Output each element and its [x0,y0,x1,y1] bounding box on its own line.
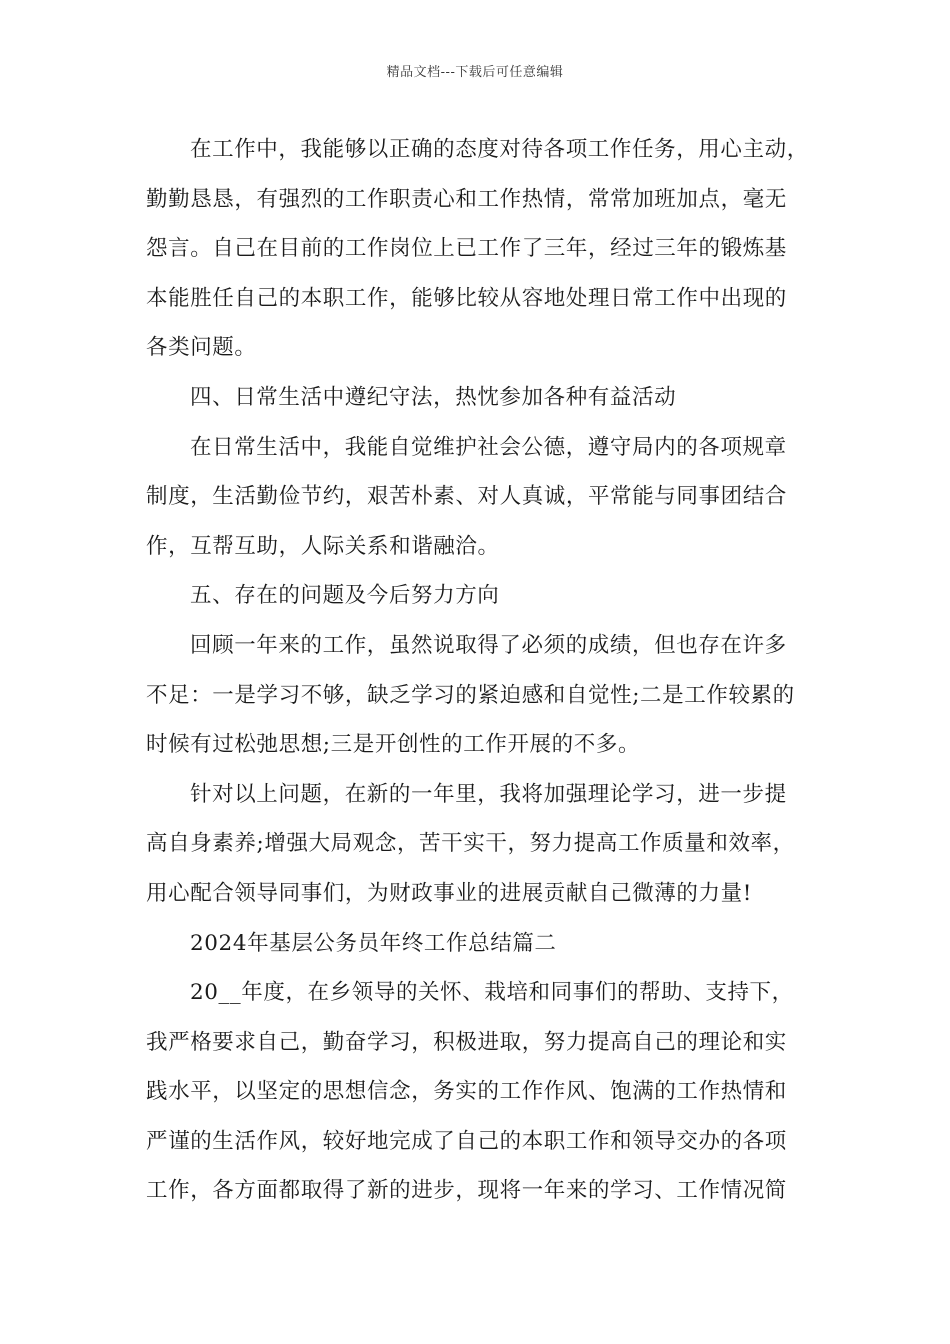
text-line: 不足：一是学习不够，缺乏学习的紧迫感和自觉性;二是工作较累的 [146,682,795,708]
text-line: 针对以上问题，在新的一年里，我将加强理论学习，进一步提 [190,781,787,807]
paragraph [146,423,810,572]
text-line: 各类问题。 [146,335,257,361]
section-heading [146,571,810,621]
text-line: 用心配合领导同事们，为财政事业的进展贡献自己微薄的力量! [146,880,752,906]
text-line: 制度，生活勤俭节约，艰苦朴素、对人真诚，平常能与同事团结合 [146,484,787,510]
text-line: 怨言。自己在目前的工作岗位上已工作了三年，经过三年的锻炼基 [146,236,787,262]
text-line: 作，互帮互助，人际关系和谐融洽。 [146,533,500,559]
text-line: 四、日常生活中遵纪守法，热忱参加各种有益活动 [190,384,677,410]
page-header: 精品文档---下载后可任意编辑 [386,65,564,80]
text-line: 高自身素养;增强大局观念，苦干实干，努力提高工作质量和效率， [146,831,795,857]
section-heading [146,373,810,423]
paragraph [146,968,810,1216]
text-line: 五、存在的问题及今后努力方向 [190,583,500,609]
text-line: 本能胜任自己的本职工作，能够比较从容地处理日常工作中出现的 [146,285,787,311]
paragraph [146,125,810,373]
text-line: 严谨的生活作风，较好地完成了自己的本职工作和领导交办的各项 [146,1128,787,1154]
section-heading [146,919,810,969]
paragraph [146,770,810,919]
paragraph [146,621,810,770]
text-line: 在工作中，我能够以正确的态度对待各项工作任务，用心主动， [190,137,809,162]
text-line: 2024年基层公务员年终工作总结篇二 [190,930,557,956]
text-line: 20__年度，在乡领导的关怀、栽培和同事们的帮助、支持下， [190,980,794,1006]
text-line: 在日常生活中，我能自觉维护社会公德，遵守局内的各项规章 [190,434,787,460]
text-line: 我严格要求自己，勤奋学习，积极进取，努力提高自己的理论和实 [146,1029,787,1055]
text-line: 时候有过松弛思想;三是开创性的工作开展的不多。 [146,732,641,758]
text-line: 工作，各方面都取得了新的进步，现将一年来的学习、工作情况简 [146,1178,787,1204]
text-line: 回顾一年来的工作，虽然说取得了必须的成绩，但也存在许多 [190,632,787,658]
text-line: 勤勤恳恳，有强烈的工作职责心和工作热情，常常加班加点，毫无 [146,186,787,212]
text-line: 践水平，以坚定的思想信念，务实的工作作风、饱满的工作热情和 [146,1079,787,1105]
document-body [146,125,810,1216]
